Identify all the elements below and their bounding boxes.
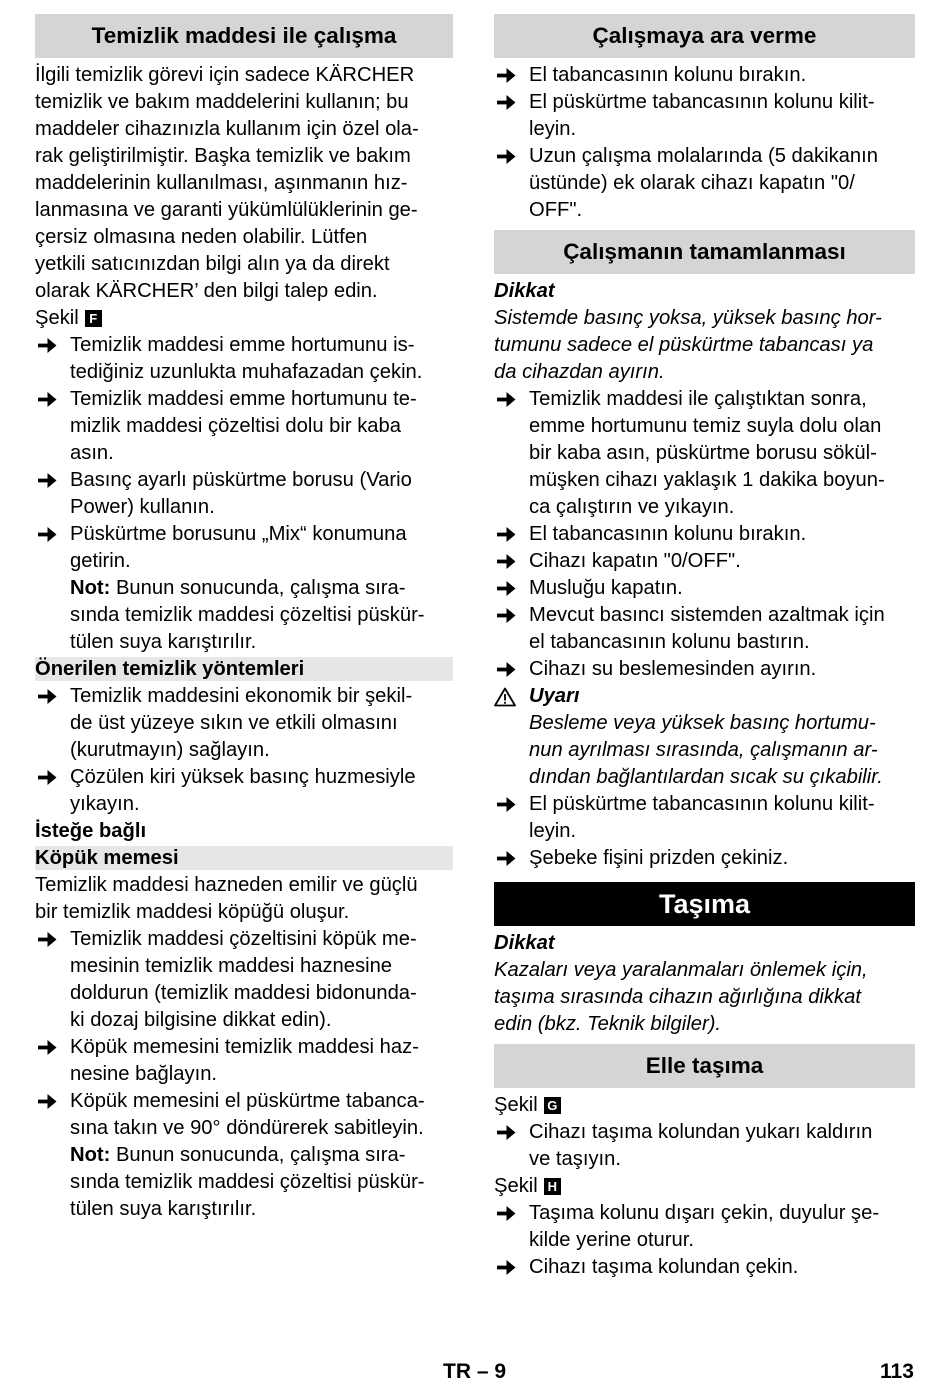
list-item-text: leyin.	[529, 820, 577, 842]
text-line: maddeler cihazınızla kullanım için özel ola-	[35, 118, 419, 140]
footer-page-code: TR – 9	[443, 1360, 507, 1383]
list-item-text: üstünde) ek olarak cihazı kapatın "0/	[529, 172, 855, 194]
heading-elle-tasima: Elle taşıma	[494, 1044, 915, 1088]
arrow-bullet-icon	[495, 521, 517, 548]
list-item-text: Cihazı kapatın "0/OFF".	[529, 550, 741, 572]
figure-h-badge: H	[544, 1178, 561, 1195]
arrow-bullet-icon	[495, 548, 517, 575]
text-line: lanmasına ve garanti yükümlülüklerinin ge-	[35, 199, 418, 221]
figure-reference-f: Şekil F	[35, 305, 453, 332]
heading-kopuk-memesi: Köpük memesi	[35, 846, 453, 870]
caution-text-2	[494, 957, 915, 1038]
list-item	[35, 683, 453, 764]
steps-list-3	[35, 926, 453, 1142]
text-line: temizlik ve bakım maddelerini kullanın; bu	[35, 91, 409, 113]
list-item-text: Köpük memesini temizlik maddesi haz-	[70, 1036, 419, 1058]
arrow-bullet-icon	[495, 89, 517, 116]
list-item-text: El püskürtme tabancasının kolunu kilit-	[529, 91, 875, 113]
kopuk-paragraph	[35, 872, 453, 926]
list-item	[494, 548, 915, 575]
caution-title-2: Dikkat	[494, 932, 555, 954]
list-item-text: El tabancasının kolunu bırakın.	[529, 523, 807, 545]
text-line: taşıma sırasında cihazın ağırlığına dikkat	[494, 986, 861, 1008]
warning-title: Uyarı	[529, 685, 580, 707]
caution-title-1: Dikkat	[494, 280, 555, 302]
arrow-bullet-icon	[36, 521, 58, 548]
list-item-text: Temizlik maddesini ekonomik bir şekil-	[70, 685, 413, 707]
list-item-text: El tabancasının kolunu bırakın.	[529, 64, 807, 86]
steps-list-h	[494, 1200, 915, 1281]
text-line: Besleme veya yüksek basınç hortumu-	[529, 712, 876, 734]
caution-text-1	[494, 305, 915, 386]
steps-list-ara	[494, 62, 915, 224]
heading-onerilen-yontemler: Önerilen temizlik yöntemleri	[35, 657, 453, 681]
list-item-text: müşken cihazı yaklaşık 1 dakika boyun-	[529, 469, 885, 491]
list-item-text: Şebeke fişini prizden çekiniz.	[529, 847, 789, 869]
arrow-bullet-icon	[495, 656, 517, 683]
arrow-bullet-icon	[36, 1088, 58, 1115]
right-column	[494, 14, 915, 1281]
list-item	[494, 89, 915, 143]
list-item	[494, 602, 915, 656]
list-item-text: leyin.	[529, 118, 577, 140]
heading-tasima: Taşıma	[494, 882, 915, 926]
list-item	[35, 386, 453, 467]
steps-list-2	[35, 683, 453, 818]
list-item-text: Mevcut basıncı sistemden azaltmak için	[529, 604, 885, 626]
list-item	[494, 656, 915, 683]
arrow-bullet-icon	[36, 683, 58, 710]
list-item	[494, 1200, 915, 1254]
heading-istege-bagli: İsteğe bağlı	[35, 820, 147, 842]
intro-paragraph	[35, 62, 453, 305]
list-item-text: Köpük memesini el püskürtme tabanca-	[70, 1090, 425, 1112]
list-item-text: doldurun (temizlik maddesi bidonunda-	[70, 982, 417, 1004]
list-item	[494, 143, 915, 224]
text-line: tumunu sadece el püskürtme tabancası ya	[494, 334, 874, 356]
list-item-text: OFF".	[529, 199, 583, 221]
text-line: Sistemde basınç yoksa, yüksek basınç hor-	[494, 307, 882, 329]
list-item-text: tediğiniz uzunlukta muhafazadan çekin.	[70, 361, 423, 383]
list-item-text: ve taşıyın.	[529, 1148, 622, 1170]
text-line: da cihazdan ayırın.	[494, 361, 665, 383]
list-item	[494, 1119, 915, 1173]
arrow-bullet-icon	[495, 575, 517, 602]
heading-calismanin-tamamlanmasi: Çalışmanın tamamlanması	[494, 230, 915, 274]
list-item	[494, 791, 915, 845]
text-line: yetkili satıcınızdan bilgi alın ya da direkt	[35, 253, 390, 275]
list-item-text: Cihazı su beslemesinden ayırın.	[529, 658, 817, 680]
list-item	[494, 575, 915, 602]
list-item	[35, 332, 453, 386]
list-item-text: Temizlik maddesi emme hortumunu te-	[70, 388, 417, 410]
text-line: nun ayrılması sırasında, çalışmanın ar-	[529, 739, 878, 761]
steps-list-g	[494, 1119, 915, 1173]
arrow-bullet-icon	[495, 62, 517, 89]
list-item-text: Cihazı taşıma kolundan yukarı kaldırın	[529, 1121, 873, 1143]
list-item-text: sına takın ve 90° döndürerek sabitleyin.	[70, 1117, 424, 1139]
text-line: bir temizlik maddesi köpüğü oluşur.	[35, 901, 350, 923]
text-line: maddelerinin kullanılması, aşınmanın hız-	[35, 172, 408, 194]
list-item-text: Çözülen kiri yüksek basınç huzmesiyle	[70, 766, 416, 788]
heading-temizlik-maddesi: Temizlik maddesi ile çalışma	[35, 14, 453, 58]
figure-g-badge: G	[544, 1097, 561, 1114]
warning-text	[529, 710, 915, 791]
list-item	[35, 1034, 453, 1088]
list-item-text: el tabancasının kolunu bastırın.	[529, 631, 810, 653]
steps-list-tamam-2	[494, 791, 915, 872]
text-line: olarak KÄRCHER’ den bilgi talep edin.	[35, 280, 378, 302]
list-item	[494, 845, 915, 872]
note-label: Not:	[70, 577, 111, 599]
arrow-bullet-icon	[36, 1034, 58, 1061]
list-item-text: asın.	[70, 442, 114, 464]
text-line: dından bağlantılardan sıcak su çıkabilir.	[529, 766, 883, 788]
list-item-text: bir kaba asın, püskürtme borusu sökül-	[529, 442, 877, 464]
text-line: edin (bkz. Teknik bilgiler).	[494, 1013, 722, 1035]
note-2: Not: Bunun sonucunda, çalışma sıra- sında temizlik maddesi çözeltisi püskür- tülen suya karıştırılır.	[70, 1144, 425, 1220]
arrow-bullet-icon	[36, 764, 58, 791]
steps-list-tamam	[494, 386, 915, 683]
list-item-text: Temizlik maddesi ile çalıştıktan sonra,	[529, 388, 867, 410]
arrow-bullet-icon	[36, 332, 58, 359]
arrow-bullet-icon	[495, 143, 517, 170]
text-line: çersiz olmasına neden olabilir. Lütfen	[35, 226, 368, 248]
text-line: Temizlik maddesi hazneden emilir ve güçlü	[35, 874, 418, 896]
arrow-bullet-icon	[495, 602, 517, 629]
arrow-bullet-icon	[495, 791, 517, 818]
list-item-text: kilde yerine oturur.	[529, 1229, 694, 1251]
footer-page-number: 113	[880, 1360, 914, 1383]
list-item-text: (kurutmayın) sağlayın.	[70, 739, 270, 761]
list-item-text: mizlik maddesi çözeltisi dolu bir kaba	[70, 415, 401, 437]
list-item-text: yıkayın.	[70, 793, 140, 815]
list-item-text: El püskürtme tabancasının kolunu kilit-	[529, 793, 875, 815]
list-item-text: ki dozaj bilgisine dikkat edin).	[70, 1009, 332, 1031]
left-column	[35, 14, 453, 1223]
list-item-text: getirin.	[70, 550, 131, 572]
list-item	[35, 1088, 453, 1142]
list-item	[494, 1254, 915, 1281]
list-item-text: Musluğu kapatın.	[529, 577, 683, 599]
heading-calismaya-ara-verme: Çalışmaya ara verme	[494, 14, 915, 58]
list-item-text: Taşıma kolunu dışarı çekin, duyulur şe-	[529, 1202, 880, 1224]
list-item-text: mesinin temizlik maddesi haznesine	[70, 955, 393, 977]
figure-reference-g: Şekil G	[494, 1092, 915, 1119]
list-item	[494, 521, 915, 548]
list-item-text: Püskürtme borusunu „Mix“ konumuna	[70, 523, 407, 545]
list-item	[35, 467, 453, 521]
steps-list-1	[35, 332, 453, 575]
list-item	[35, 764, 453, 818]
text-line: rak geliştirilmiştir. Başka temizlik ve bakım	[35, 145, 411, 167]
list-item	[494, 62, 915, 89]
list-item	[494, 386, 915, 521]
figure-reference-h: Şekil H	[494, 1173, 915, 1200]
list-item-text: Cihazı taşıma kolundan çekin.	[529, 1256, 799, 1278]
list-item-text: nesine bağlayın.	[70, 1063, 218, 1085]
list-item	[35, 521, 453, 575]
list-item-text: emme hortumunu temiz suyla dolu olan	[529, 415, 882, 437]
list-item-text: Temizlik maddesi çözeltisini köpük me-	[70, 928, 417, 950]
arrow-bullet-icon	[36, 926, 58, 953]
warning-triangle-icon	[494, 687, 516, 707]
arrow-bullet-icon	[495, 1200, 517, 1227]
figure-f-badge: F	[85, 310, 102, 327]
text-line: İlgili temizlik görevi için sadece KÄRCHER	[35, 64, 415, 86]
arrow-bullet-icon	[495, 386, 517, 413]
list-item-text: ca çalıştırın ve yıkayın.	[529, 496, 735, 518]
arrow-bullet-icon	[495, 1119, 517, 1146]
list-item-text: Uzun çalışma molalarında (5 dakikanın	[529, 145, 878, 167]
warning-block	[494, 683, 915, 791]
arrow-bullet-icon	[495, 1254, 517, 1281]
list-item-text: Basınç ayarlı püskürtme borusu (Vario	[70, 469, 412, 491]
arrow-bullet-icon	[36, 467, 58, 494]
list-item	[35, 926, 453, 1034]
arrow-bullet-icon	[495, 845, 517, 872]
list-item-text: Power) kullanın.	[70, 496, 215, 518]
list-item-text: Temizlik maddesi emme hortumunu is-	[70, 334, 415, 356]
text-line: Kazaları veya yaralanmaları önlemek için,	[494, 959, 868, 981]
note-label: Not:	[70, 1144, 111, 1166]
note-1: Not: Bunun sonucunda, çalışma sıra- sında temizlik maddesi çözeltisi püskür- tülen suya karıştırılır.	[70, 577, 425, 653]
list-item-text: de üst yüzeye sıkın ve etkili olmasını	[70, 712, 398, 734]
arrow-bullet-icon	[36, 386, 58, 413]
